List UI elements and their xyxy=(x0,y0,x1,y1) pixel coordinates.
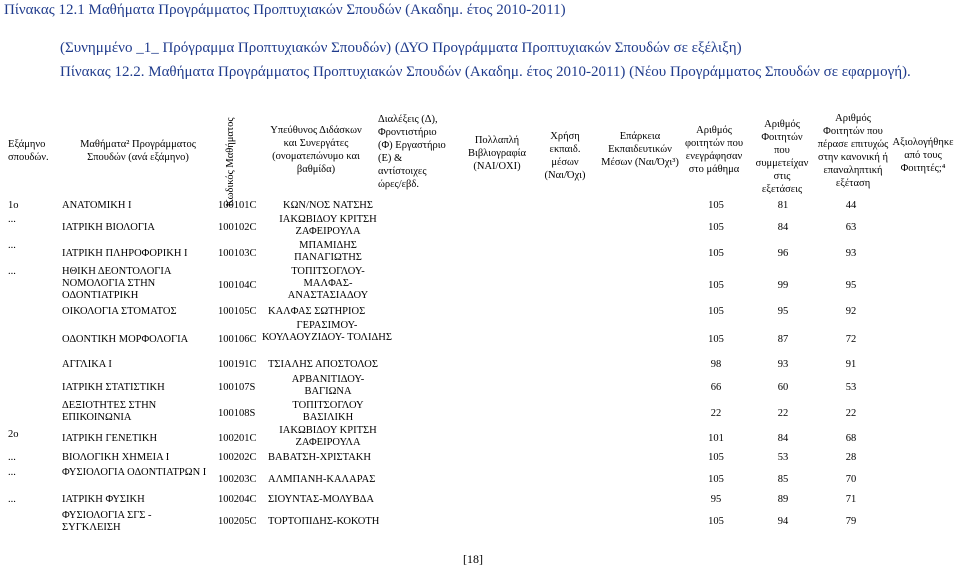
table-title-12-1: Πίνακας 12.1 Μαθήματα Προγράμματος Προπτυχιακών Σπουδών (Ακαδημ. έτος 2010-2011) xyxy=(4,2,566,18)
enrolled-cell: 98 xyxy=(710,359,722,370)
instructor-cell: ΑΡΒΑΝΙΤΙΔΟΥ- ΒΑΓΙΩΝΑ xyxy=(291,374,365,397)
code-cell: 100191C xyxy=(218,359,257,370)
passed-cell: 92 xyxy=(845,306,857,317)
course-cell: ΟΙΚΟΛΟΓΙΑ ΣΤΟΜΑΤΟΣ xyxy=(62,306,177,317)
header-semester: Εξάμηνο σπουδών. xyxy=(8,139,49,163)
enrolled-cell: 105 xyxy=(708,474,724,485)
course-cell: ΔΕΞΙΟΤΗΤΕΣ ΣΤΗΝ ΕΠΙΚΟΙΝΩΝΙΑ xyxy=(62,400,157,423)
semester-cell: ... xyxy=(8,214,16,225)
passed-cell: 28 xyxy=(845,452,857,463)
passed-cell: 70 xyxy=(845,474,857,485)
enrolled-cell: 105 xyxy=(708,248,724,259)
participated-cell: 93 xyxy=(777,359,789,370)
course-cell: ΒΙΟΛΟΓΙΚΗ ΧΗΜΕΙΑ Ι xyxy=(62,452,170,463)
header-participated: Αριθμός Φοιτητών που συμμετείχαν στις εξετάσεις xyxy=(755,119,809,195)
participated-cell: 22 xyxy=(777,408,789,419)
course-cell: ΦΥΣΙΟΛΟΓΙΑ ΟΔΟΝΤΙΑΤΡΩΝ Ι xyxy=(62,467,207,478)
attachment-note: (Συνημμένο _1_ Πρόγραμμα Προπτυχιακών Σπουδών) (ΔΥΟ Προγράμματα Προπτυχιακών Σπουδών σε εξέλιξη) xyxy=(60,40,742,56)
instructor-cell: ΚΩΝ/ΝΟΣ ΝΑΤΣΗΣ xyxy=(282,200,374,211)
semester-cell: ... xyxy=(8,452,16,463)
participated-cell: 87 xyxy=(777,334,789,345)
participated-cell: 99 xyxy=(777,280,789,291)
semester-cell: ... xyxy=(8,494,16,505)
header-media-use: Χρήση εκπαιδ. μέσων (Ναι/Όχι) xyxy=(544,131,586,181)
instructor-cell: ΙΑΚΩΒΙΔΟΥ ΚΡΙΤΣΗ ΖΑΦΕΙΡΟΥΛΑ xyxy=(279,425,377,448)
header-lectures: Διαλέξεις (Δ), Φροντιστήριο (Φ) Εργαστήριο (Ε) & αντίστοιχες ώρες/εβδ. xyxy=(378,114,446,190)
instructor-cell: ΤΟΠΙΤΣΟΓΛΟΥ- ΜΑΛΦΑΣ- ΑΝΑΣΤΑΣΙΑΔΟΥ xyxy=(287,266,369,301)
course-cell: ΑΓΓΛΙΚΑ Ι xyxy=(62,359,112,370)
code-cell: 100204C xyxy=(218,494,257,505)
passed-cell: 53 xyxy=(845,382,857,393)
enrolled-cell: 105 xyxy=(708,334,724,345)
enrolled-cell: 66 xyxy=(710,382,722,393)
header-media-sufficiency: Επάρκεια Εκπαιδευτικών Μέσων (Ναι/Όχι³) xyxy=(601,131,679,168)
code-cell: 100205C xyxy=(218,516,257,527)
course-cell: ΙΑΤΡΙΚΗ ΣΤΑΤΙΣΤΙΚΗ xyxy=(62,382,165,393)
course-cell: ΟΔΟΝΤΙΚΗ ΜΟΡΦΟΛΟΓΙΑ xyxy=(62,334,189,345)
code-cell: 100105C xyxy=(218,306,257,317)
passed-cell: 22 xyxy=(845,408,857,419)
enrolled-cell: 105 xyxy=(708,306,724,317)
header-instructor: Υπεύθυνος Διδάσκων και Συνεργάτες (ονοματεπώνυμο και βαθμίδα) xyxy=(270,125,362,175)
participated-cell: 89 xyxy=(777,494,789,505)
enrolled-cell: 22 xyxy=(710,408,722,419)
course-cell: ΗΘΙΚΗ ΔΕΟΝΤΟΛΟΓΙΑ ΝΟΜΟΛΟΓΙΑ ΣΤΗΝ ΟΔΟΝΤΙΑΤΡΙΚΗ xyxy=(62,266,171,301)
code-cell: 100201C xyxy=(218,433,257,444)
instructor-cell: ΤΣΙΑΛΗΣ ΑΠΟΣΤΟΛΟΣ xyxy=(268,359,378,370)
code-cell: 100106C xyxy=(218,334,257,345)
header-code: Κωδικός Μαθήματος xyxy=(225,117,236,207)
code-cell: 100101C xyxy=(218,200,257,211)
semester-cell: 1ο xyxy=(8,200,19,211)
enrolled-cell: 105 xyxy=(708,452,724,463)
instructor-cell: ΒΑΒΑΤΣΗ-ΧΡΙΣΤΑΚΗ xyxy=(268,452,371,463)
table-title-12-2: Πίνακας 12.2. Μαθήματα Προγράμματος Προπτυχιακών Σπουδών (Ακαδημ. έτος 2010-2011) (Νέου Προγράμματος Σπουδών σε εφαρμογή). xyxy=(60,64,911,80)
header-passed: Αριθμός Φοιτητών που πέρασε επιτυχώς στην κανονική ή επαναληπτική εξέταση xyxy=(817,113,889,189)
passed-cell: 72 xyxy=(845,334,857,345)
participated-cell: 84 xyxy=(777,222,789,233)
passed-cell: 63 xyxy=(845,222,857,233)
participated-cell: 60 xyxy=(777,382,789,393)
semester-cell: ... xyxy=(8,240,16,251)
participated-cell: 95 xyxy=(777,306,789,317)
instructor-cell: ΑΛΜΠΑΝΗ-ΚΑΛΑΡΑΣ xyxy=(268,474,376,485)
enrolled-cell: 105 xyxy=(708,200,724,211)
header-evaluated: Αξιολογήθηκε από τους Φοιτητές;⁴ xyxy=(892,137,954,174)
code-cell: 100102C xyxy=(218,222,257,233)
instructor-cell: ΙΑΚΩΒΙΔΟΥ ΚΡΙΤΣΗ ΖΑΦΕΙΡΟΥΛΑ xyxy=(279,214,377,237)
header-bibliography: Πολλαπλή Βιβλιογραφία (ΝΑΙ/ΟΧΙ) xyxy=(468,135,526,172)
passed-cell: 95 xyxy=(845,280,857,291)
passed-cell: 71 xyxy=(845,494,857,505)
instructor-cell: ΜΠΑΜΙΔΗΣ ΠΑΝΑΓΙΩΤΗΣ xyxy=(294,240,362,263)
passed-cell: 93 xyxy=(845,248,857,259)
enrolled-cell: 105 xyxy=(708,222,724,233)
participated-cell: 53 xyxy=(777,452,789,463)
code-cell: 100203C xyxy=(218,474,257,485)
semester-cell: 2ο xyxy=(8,429,19,440)
instructor-cell: ΣΙΟΥΝΤΑΣ-ΜΟΛΥΒΔΑ xyxy=(268,494,374,505)
code-cell: 100104C xyxy=(218,280,257,291)
header-course: Μαθήματα² Προγράμματος Σπουδών (ανά εξάμηνο) xyxy=(80,139,196,163)
instructor-cell: ΤΟΡΤΟΠΙΔΗΣ-ΚΟΚΟΤΗ xyxy=(268,516,380,527)
enrolled-cell: 101 xyxy=(708,433,724,444)
course-cell: ΦΥΣΙΟΛΟΓΙΑ ΣΓΣ - ΣΥΓΚΛΕΙΣΗ xyxy=(62,510,152,533)
course-cell: ΙΑΤΡΙΚΗ ΦΥΣΙΚΗ xyxy=(62,494,145,505)
participated-cell: 94 xyxy=(777,516,789,527)
header-enrolled: Αριθμός φοιτητών που ενεγράφησαν στο μάθημα xyxy=(684,125,744,175)
semester-cell: ... xyxy=(8,266,16,277)
instructor-cell: ΓΕΡΑΣΙΜΟΥ- ΚΟΥΛΑΟΥΖΙΔΟΥ- ΤΟΛΙΔΗΣ xyxy=(262,320,392,343)
enrolled-cell: 95 xyxy=(710,494,722,505)
course-cell: ΑΝΑΤΟΜΙΚΗ Ι xyxy=(62,200,132,211)
semester-cell: ... xyxy=(8,467,16,478)
participated-cell: 81 xyxy=(777,200,789,211)
participated-cell: 85 xyxy=(777,474,789,485)
course-cell: ΙΑΤΡΙΚΗ ΠΛΗΡΟΦΟΡΙΚΗ Ι xyxy=(62,248,188,259)
passed-cell: 91 xyxy=(845,359,857,370)
passed-cell: 79 xyxy=(845,516,857,527)
passed-cell: 68 xyxy=(845,433,857,444)
participated-cell: 84 xyxy=(777,433,789,444)
passed-cell: 44 xyxy=(845,200,857,211)
course-cell: ΙΑΤΡΙΚΗ ΓΕΝΕΤΙΚΗ xyxy=(62,433,158,444)
enrolled-cell: 105 xyxy=(708,516,724,527)
instructor-cell: ΚΑΛΦΑΣ ΣΩΤΗΡΙΟΣ xyxy=(268,306,366,317)
instructor-cell: ΤΟΠΙΤΣΟΓΛΟΥ ΒΑΣΙΛΙΚΗ xyxy=(292,400,364,423)
course-cell: ΙΑΤΡΙΚΗ ΒΙΟΛΟΓΙΑ xyxy=(62,222,155,233)
page-number: [18] xyxy=(463,552,483,566)
code-cell: 100108S xyxy=(218,408,256,419)
enrolled-cell: 105 xyxy=(708,280,724,291)
participated-cell: 96 xyxy=(777,248,789,259)
code-cell: 100103C xyxy=(218,248,257,259)
code-cell: 100107S xyxy=(218,382,256,393)
code-cell: 100202C xyxy=(218,452,257,463)
